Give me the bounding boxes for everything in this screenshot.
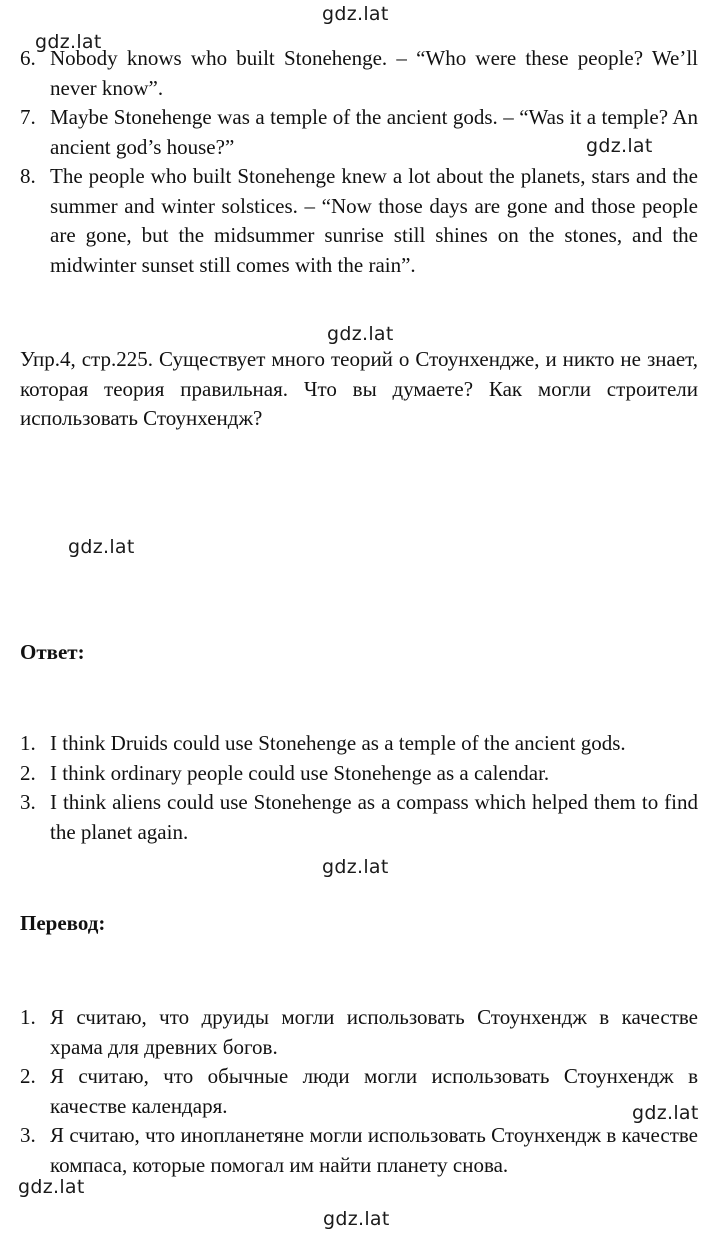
translations-list xyxy=(20,1003,698,1180)
item-number: 2. xyxy=(20,760,36,785)
watermark: gdz.lat xyxy=(586,135,653,157)
list-item xyxy=(20,788,698,847)
exercise-prompt: Упр.4, стр.225. Существует много теорий о Стоунхендже, и никто не знает, которая теория правильная. Что вы думаете? Как могли строители использовать Стоунхендж? xyxy=(20,347,698,430)
list-item xyxy=(20,162,698,280)
item-text: I think Druids could use Stonehenge as a temple of the ancient gods. xyxy=(50,731,626,755)
item-text: Я считаю, что обычные люди могли использовать Стоунхендж в качестве календаря. xyxy=(50,1064,698,1118)
item-number: 3. xyxy=(20,790,36,814)
list-item xyxy=(20,1121,698,1180)
item-number: 2. xyxy=(20,1064,36,1088)
answer-heading: Ответ: xyxy=(20,640,85,664)
item-number: 3. xyxy=(20,1123,36,1147)
translation-heading: Перевод: xyxy=(20,911,106,935)
item-text: Я считаю, что друиды могли использовать Стоунхендж в качестве храма для древних богов. xyxy=(50,1005,698,1059)
item-text: Nobody knows who built Stonehenge. – “Who were these people? We’ll never know”. xyxy=(50,46,698,100)
item-number: 1. xyxy=(20,731,36,755)
item-text: I think ordinary people could use Stonehenge as a calendar. xyxy=(50,760,550,785)
statements-list xyxy=(20,44,698,280)
list-item xyxy=(20,1062,698,1121)
item-number: 7. xyxy=(20,105,36,129)
watermark: gdz.lat xyxy=(327,323,394,345)
item-number: 1. xyxy=(20,1005,36,1029)
watermark: gdz.lat xyxy=(323,1208,390,1230)
list-item xyxy=(20,759,698,789)
item-number: 6. xyxy=(20,46,36,70)
watermark: gdz.lat xyxy=(632,1102,699,1124)
item-text: I think aliens could use Stonehenge as a compass which helped them to find the planet again. xyxy=(50,790,698,844)
item-text: Я считаю, что инопланетяне могли использовать Стоунхендж в качестве компаса, которые помогал им найти планету снова. xyxy=(50,1123,698,1177)
watermark: gdz.lat xyxy=(322,3,389,25)
list-item xyxy=(20,44,698,103)
item-text: Maybe Stonehenge was a temple of the ancient gods. – “Was it a temple? An ancient god’s house?” xyxy=(50,105,698,159)
list-item xyxy=(20,1003,698,1062)
item-number: 8. xyxy=(20,164,36,188)
list-item xyxy=(20,729,698,759)
watermark: gdz.lat xyxy=(18,1176,85,1198)
watermark: gdz.lat xyxy=(35,31,102,53)
answers-list xyxy=(20,729,698,847)
list-item xyxy=(20,103,698,162)
watermark: gdz.lat xyxy=(68,536,135,558)
item-text: The people who built Stonehenge knew a lot about the planets, stars and the summer and winter solstices. – “Now those days are gone and those people are gone, but the midsummer sunrise still shines on the stones, and the midwinter sunset still comes with the rain”. xyxy=(50,164,698,277)
watermark: gdz.lat xyxy=(322,856,389,878)
